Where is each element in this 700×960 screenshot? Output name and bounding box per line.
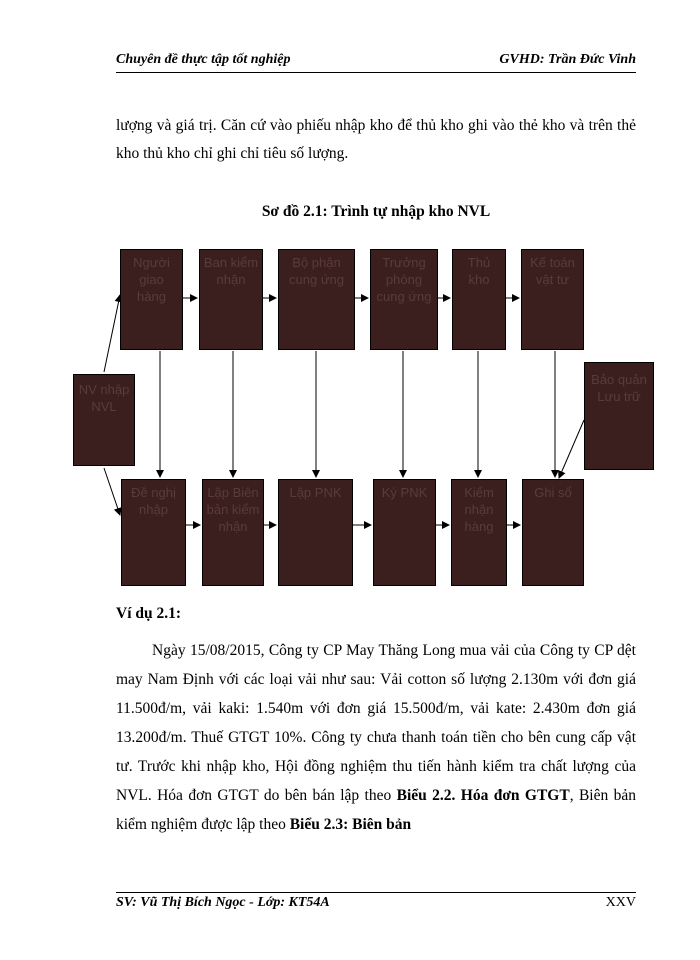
example-text-2: , Biên bản kiểm nghiệm được lập theo: [116, 787, 636, 833]
box-top-3: Bộ phận cung ứng: [278, 249, 355, 350]
box-bao-quan: Bảo quản Lưu trữ: [584, 362, 654, 470]
header-right: GVHD: Trần Đức Vinh: [499, 52, 636, 67]
box-top-4: Trưởng phòng cung ứng: [370, 249, 438, 350]
box-bottom-6: Ghi sổ: [522, 479, 584, 586]
example-paragraph: [116, 636, 636, 839]
page-number: XXV: [605, 895, 636, 910]
example-ref-2: Biểu 2.3: Biên bản: [289, 816, 412, 833]
box-top-1: Người giao hàng: [120, 249, 183, 350]
box-top-2: Ban kiểm nhận: [199, 249, 263, 350]
example-ref-1: Biểu 2.2. Hóa đơn GTGT: [396, 787, 570, 804]
example-text-1: Ngày 15/08/2015, Công ty CP May Thăng Long mua vải của Công ty CP dệt may Nam Định với các loại vải như sau: Vải cotton số lượng 2.130m với đơn giá 11.500đ/m, vải kaki: 1.540m với đơn giá 15.500đ/m, vải kate: 2.430m đơn giá 13.200đ/m. Thuế GTGT 10%. Công ty chưa thanh toán tiền cho bên cung cấp vật tư. Trước khi nhập kho, Hội đồng nghiệm thu tiến hành kiểm tra chất lượng của NVL. Hóa đơn GTGT do bên bán lập theo: [116, 642, 636, 804]
box-bottom-4: Ký PNK: [373, 479, 436, 586]
arrow-right-to-bottom: [559, 420, 584, 478]
box-bottom-5: Kiểm nhận hàng: [451, 479, 507, 586]
page-footer: [116, 895, 636, 913]
footer-rule: [116, 892, 636, 893]
box-nv-nhap-nvl: NV nhập NVL: [73, 374, 135, 466]
box-bottom-1: Đề nghị nhập: [121, 479, 186, 586]
box-top-6: Kế toán vật tư: [521, 249, 584, 350]
intro-paragraph: lượng và giá trị. Căn cứ vào phiếu nhập kho để thủ kho ghi vào thẻ kho và trên thẻ kho thủ kho chỉ ghi chỉ tiêu số lượng.: [116, 117, 636, 162]
box-bottom-3: Lập PNK: [278, 479, 353, 586]
box-top-5: Thủ kho: [452, 249, 506, 350]
arrow-left-to-top: [104, 295, 120, 372]
footer-left: SV: Vũ Thị Bích Ngọc - Lớp: KT54A: [116, 895, 330, 910]
diagram-title: Sơ đồ 2.1: Trình tự nhập kho NVL: [261, 203, 491, 220]
arrow-left-to-bottom: [104, 468, 120, 515]
example-heading: Ví dụ 2.1:: [116, 605, 182, 622]
box-bottom-2: Lập Biên bản kiểm nhận: [202, 479, 264, 586]
header-left: Chuyên đề thực tập tốt nghiệp: [116, 52, 291, 67]
